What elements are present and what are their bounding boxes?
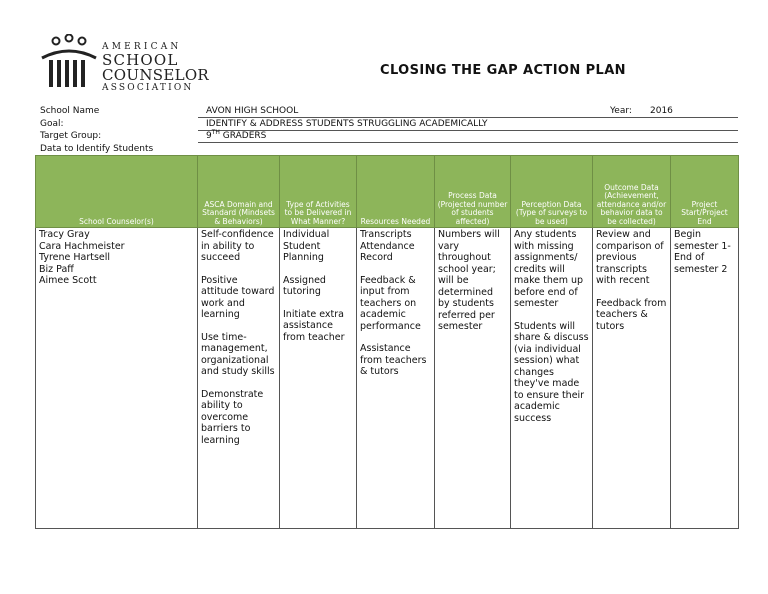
divider — [198, 130, 738, 131]
perception-item: Students will share & discuss (via individual session) what changes they've made to ensure their academic success — [514, 320, 589, 424]
action-plan-table — [35, 155, 739, 529]
activity-item: Assigned tutoring — [283, 274, 326, 297]
cell-perception-data — [511, 228, 593, 529]
cell-resources — [357, 228, 435, 529]
resource-item: Transcripts Attendance Record — [360, 229, 415, 263]
header-asca-domain: ASCA Domain and Standard (Mindsets & Behaviors) — [198, 156, 280, 228]
cell-activities — [280, 228, 357, 529]
cell-counselors — [36, 228, 198, 529]
year-value: 2016 — [650, 106, 673, 116]
logo-line-association: ASSOCIATION — [102, 83, 194, 93]
header-project-dates: Project Start/Project End — [671, 156, 739, 228]
perception-item: Any students with missing assignments/ credits will make them up before end of semester — [514, 229, 584, 309]
divider — [198, 117, 738, 118]
school-name-label: School Name — [40, 106, 100, 116]
target-group-label: Target Group: — [40, 131, 102, 141]
divider — [198, 142, 738, 143]
counselor-name: Aimee Scott — [39, 275, 97, 286]
domain-item: Positive attitude toward work and learning — [201, 274, 275, 320]
goal-label: Goal: — [40, 119, 64, 129]
counselor-name: Tracy Gray — [39, 229, 90, 240]
counselor-name: Cara Hachmeister — [39, 240, 125, 252]
year-label: Year: — [610, 106, 632, 116]
domain-item: Self-confidence in ability to succeed — [201, 229, 274, 263]
header-outcome-data: Outcome Data (Achievement, attendance and/or behavior data to be collected) — [593, 156, 671, 228]
header-perception-data: Perception Data (Type of surveys to be used) — [511, 156, 593, 228]
logo-line-school: SCHOOL — [102, 51, 179, 69]
project-item: Begin semester 1-End of semester 2 — [674, 229, 731, 275]
logo-line-counselor: COUNSELOR — [102, 66, 210, 84]
goal-value: IDENTIFY & ADDRESS STUDENTS STRUGGLING ACADEMICALLY — [206, 119, 488, 129]
table-header-row — [36, 156, 739, 228]
cell-asca-domain — [198, 228, 280, 529]
header-counselors: School Counselor(s) — [36, 156, 198, 228]
cell-project-dates — [671, 228, 739, 529]
target-group-value — [206, 131, 266, 141]
counselor-name: Tyrene Hartsell — [39, 252, 111, 263]
header-process-data: Process Data (Projected number of students affected) — [435, 156, 511, 228]
target-grade-rest: GRADERS — [219, 131, 267, 141]
outcome-item: Feedback from teachers & tutors — [596, 297, 667, 332]
target-grade-number: 9 — [206, 131, 212, 141]
header-resources: Resources Needed — [357, 156, 435, 228]
logo-line-american: AMERICAN — [102, 42, 182, 52]
data-identify-label: Data to Identify Students — [40, 144, 154, 154]
table-row — [36, 228, 739, 529]
activity-item: Initiate extra assistance from teacher — [283, 308, 345, 343]
outcome-item: Review and comparison of previous transcripts with recent — [596, 229, 664, 286]
logo-wordmark — [102, 42, 209, 94]
resource-item: Feedback & input from teachers on academic performance — [360, 274, 421, 332]
domain-item: Use time-management, organizational and study skills — [201, 331, 275, 377]
school-name-value: AVON HIGH SCHOOL — [206, 106, 299, 116]
target-grade-suffix: TH — [211, 129, 220, 136]
resource-item: Assistance from teachers & tutors — [360, 343, 427, 377]
page-title: CLOSING THE GAP ACTION PLAN — [380, 63, 626, 78]
counselor-name: Biz Paff — [39, 263, 74, 275]
activity-item: Individual Student Planning — [283, 229, 330, 263]
header-activities: Type of Activities to be Delivered in What Manner? — [280, 156, 357, 228]
cell-outcome-data — [593, 228, 671, 529]
cell-process-data — [435, 228, 511, 529]
process-item: Numbers will vary throughout school year; will be determined by students referred per semester — [438, 229, 500, 332]
domain-item: Demonstrate ability to overcome barriers to learning — [201, 388, 264, 446]
